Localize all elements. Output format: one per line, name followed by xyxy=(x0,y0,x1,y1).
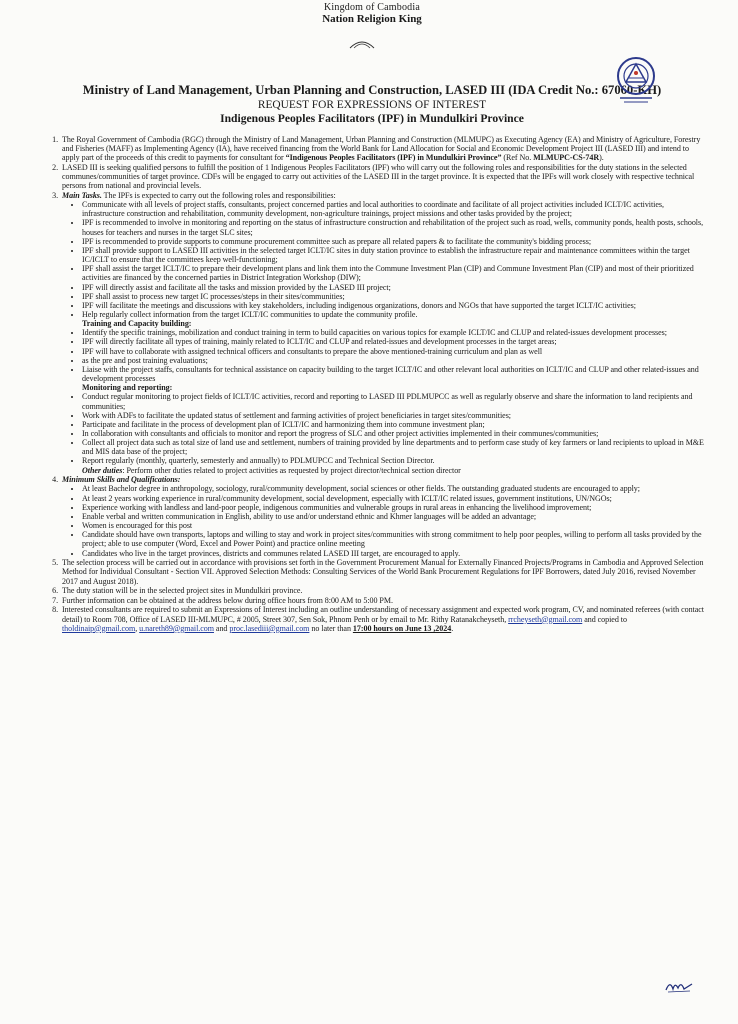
numbered-list xyxy=(40,135,704,633)
main-tasks-label: Main Tasks. xyxy=(62,190,102,200)
item-8-end: . xyxy=(451,623,454,633)
training-list xyxy=(62,328,704,383)
list-item: • Help regularly collect information from the target ICLT/IC communities to update the community profile. xyxy=(82,310,704,319)
list-item: • Participate and facilitate in the process of development plan of ICLT/IC and harmonizing them into commune investment plan; xyxy=(82,420,704,429)
item-8-sep: , xyxy=(135,623,140,633)
item-6: 6. The duty station will be in the selected project sites in Mundulkiri province. xyxy=(60,586,704,595)
list-item: • In collaboration with consultants and officials to monitor and report the progress of SLC and other project activities implemented in their communes/communities; xyxy=(82,429,704,438)
item-4 xyxy=(60,475,704,557)
list-item: • Identify the specific trainings, mobilization and conduct training in term to build capacities on various topics for example ICLT/IC and CLUP and related-issues development processes; xyxy=(82,328,704,337)
list-item: • Experience working with landless and land-poor people, indigenous communities and vulnerable groups in rural areas in enhancing the livelihood improvement; xyxy=(82,503,704,512)
other-duties-label: Other duties xyxy=(82,465,123,475)
list-item: • IPF will directly facilitate all types of training, mainly related to ICLT/IC and CLUP and related-issues and development processes in the target areas; xyxy=(82,337,704,346)
item-8-copied: and copied to xyxy=(582,614,627,624)
list-item: • IPF shall assist the target ICLT/IC to prepare their development plans and link them into the Commune Investment Plan (CIP) and Commune Investment Plan (CIP) and most of their prioritized activities are financed by the concerned parties in District Integration Workshop (DIW); xyxy=(82,264,704,282)
skills-label: Minimum Skills and Qualifications: xyxy=(62,475,181,485)
position-subtitle: Indigenous Peoples Facilitators (IPF) in Mundulkiri Province xyxy=(220,112,524,125)
list-item: • Conduct regular monitoring to project fields of ICLT/IC activities, record and reporting to LASED III PDLMUPCC as well as regularly observe and share the information to land recipients and communities; xyxy=(82,392,704,410)
item-8-and: and xyxy=(213,623,230,633)
item-5: 5. The selection process will be carried out in accordance with provisions set forth in the Government Procurement Manual for Externally Financed Projects/Programs in Cambodia and Approved Selection Method for Individual Consultant - Section VII. Approved Selection Methods: Consulting Services of the World Bank Procurement Regulations for IPF Borrowers, dated July 2016, revised November 2017 and August 2018). xyxy=(60,558,704,585)
item-8-deadline-prefix: no later than xyxy=(309,623,353,633)
list-item: • Candidate should have own transports, laptops and willing to stay and work in project sites/communities with strong commitment to help poor peoples, willing to perform all tasks provided by the project; able to use computer (Word, Excel and Power Point) and practice online meeting xyxy=(82,530,704,548)
training-heading: Training and Capacity building: xyxy=(82,319,192,329)
item-1-text: The Royal Government of Cambodia (RGC) through the Ministry of Land Management, Urban Planning and Construction (MLMUPC) as Executing Agency (EA) and Ministry of Agriculture, Forestry and Fisheries (MAFF) as Implementing Agency (IA), have received financing from the World Bank for Land Allocation for Social and Economic Development Project III (LASED III) and intend to apply part of the proceeds of this credit to payments for consultant for xyxy=(62,135,701,163)
other-duties xyxy=(82,466,704,475)
item-1-ref-prefix: (Ref No. xyxy=(501,153,534,163)
monitoring-list xyxy=(62,392,704,465)
nation-motto: Nation Religion King xyxy=(322,13,422,25)
list-item: • Enable verbal and written communication in English, ability to use and/or understand ethnic and Khmer languages will be added an advantage; xyxy=(82,512,704,521)
list-item: • IPF is recommended to provide supports to commune procurement committee such as prepare all related papers & to facilitate the community's bidding process; xyxy=(82,237,704,246)
list-item: • At least Bachelor degree in anthropology, sociology, rural/community development, social sciences or other fields. The outstanding graduated students are encouraged to apply; xyxy=(82,484,704,493)
list-item: • Liaise with the project staffs, consultants for technical assistance on capacity building to the target ICLT/IC and other relevant local authorities on ICLT/IC and CLUP and other related-issues and development processes xyxy=(82,365,704,383)
list-item: • as the pre and post training evaluations; xyxy=(82,356,704,365)
ministry-logo-icon xyxy=(612,54,660,110)
kingdom-heading: Kingdom of Cambodia xyxy=(323,2,420,13)
list-item: • Candidates who live in the target provinces, districts and communes related LASED III target, are encouraged to apply. xyxy=(82,549,704,558)
list-item: • At least 2 years working experience in rural/community development, social development, especially with ICLT/IC related issues, government institutions, UN/NGOs; xyxy=(82,494,704,503)
document-body xyxy=(40,135,704,633)
item-8-text: Interested consultants are required to submit an Expressions of Interest including an outline understanding of necessary assignment and expected work program, CV, and nominated referees (with contact detail) to Room 708, Office of LASED III-MLMUPC, # 2005, Street 307, Sen Sok, Phnom Penh or by email to Mr. Rithy Ratanakcheyseth, xyxy=(62,605,704,624)
email-link-2[interactable]: tholdinaip@gmail.com xyxy=(62,623,136,633)
item-1-ref-no: MLMUPC-CS-74R xyxy=(533,153,600,163)
list-item: • Collect all project data such as total size of land use and settlement, numbers of training provided by line departments and to perform case study of key farmers or land recipients to upload in M&E and MIS data base of the project; xyxy=(82,438,704,456)
item-8 xyxy=(60,605,704,632)
signature-icon xyxy=(664,978,694,994)
skills-list xyxy=(62,484,704,557)
item-3 xyxy=(60,191,704,475)
item-1-position: “Indigenous Peoples Facilitators (IPF) in Mundulkiri Province” xyxy=(285,153,502,163)
list-item: • IPF is recommended to involve in monitoring and reporting on the status of infrastructure construction and rehabilitation of the project such as road, wells, community ponds, health posts, schools, houses for teachers and nurses in the target SLC sites; xyxy=(82,218,704,236)
list-item: • Women is encouraged for this post xyxy=(82,521,704,530)
rfe-heading: REQUEST FOR EXPRESSIONS OF INTEREST xyxy=(257,99,487,111)
list-item: • IPF will facilitate the meetings and discussions with key stakeholders, including indigenous organizations, donors and NGOs that have supported the target ICLT/IC activities; xyxy=(82,301,704,310)
email-link-1[interactable]: rrcheyseth@gmail.com xyxy=(508,614,583,624)
ministry-title: Ministry of Land Management, Urban Planning and Construction, LASED III (IDA Credit No.: 67060-KH) xyxy=(82,83,662,97)
list-item: • Communicate with all levels of project staffs, consultants, project concerned parties and local authorities to coordinate and facilitate of all project activities included ICLT/IC activities, infrastructure construction and rehabilitation, community development, non-agriculture trainings, project missions and other tasks provided by the project; xyxy=(82,200,704,218)
list-item: • Report regularly (monthly, quarterly, semesterly and annually) to PDLMUPCC and Technical Section Director. xyxy=(82,456,704,465)
royal-seal-icon xyxy=(348,34,376,50)
item-7: 7. Further information can be obtained at the address below during office hours from 8:00 AM to 5:00 PM. xyxy=(60,596,704,605)
item-2: 2. LASED III is seeking qualified persons to fulfill the position of 1 Indigenous Peoples Facilitators (IPF) who will carry out the following roles and responsibilities for the duty stations in the selected communes/communities of target province. CDFs will be engaged to carry out activities of the LASED III in the target province. It is expected that the IPFs will work closely with respective technical persons from national and provincial levels. xyxy=(60,163,704,190)
list-item: • IPF will directly assist and facilitate all the tasks and mission provided by the LASED III project; xyxy=(82,283,704,292)
email-link-4[interactable]: proc.lasediii@gmail.com xyxy=(229,623,310,633)
item-1-ref-suffix: ). xyxy=(599,153,604,163)
tasks-list xyxy=(62,200,704,319)
main-tasks-intro: The IPFs is expected to carry out the following roles and responsibilities: xyxy=(101,190,336,200)
list-item: • IPF shall provide support to LASED III activities in the selected target ICLT/IC sites in duty station province to establish the infrastructure repair and maintenance committees within the target IC/ICLT to ensure that the committees keep well-functioning; xyxy=(82,246,704,264)
monitoring-heading: Monitoring and reporting: xyxy=(82,383,173,393)
list-item: • Work with ADFs to facilitate the updated status of settlement and farming activities of project beneficiaries in target sites/communities; xyxy=(82,411,704,420)
list-item: • IPF will have to collaborate with assigned technical officers and consultants to prepare the above mentioned-training curriculum and plan as well xyxy=(82,347,704,356)
email-link-3[interactable]: u.nareth89@gmail.com xyxy=(139,623,214,633)
deadline: 17:00 hours on June 13 ,2024 xyxy=(352,623,452,633)
item-1 xyxy=(60,135,704,162)
other-duties-text: : Perform other duties related to project activities as requested by project director/technical section director xyxy=(122,465,461,475)
list-item: • IPF shall assist to process new target IC processes/steps in their sites/communities; xyxy=(82,292,704,301)
